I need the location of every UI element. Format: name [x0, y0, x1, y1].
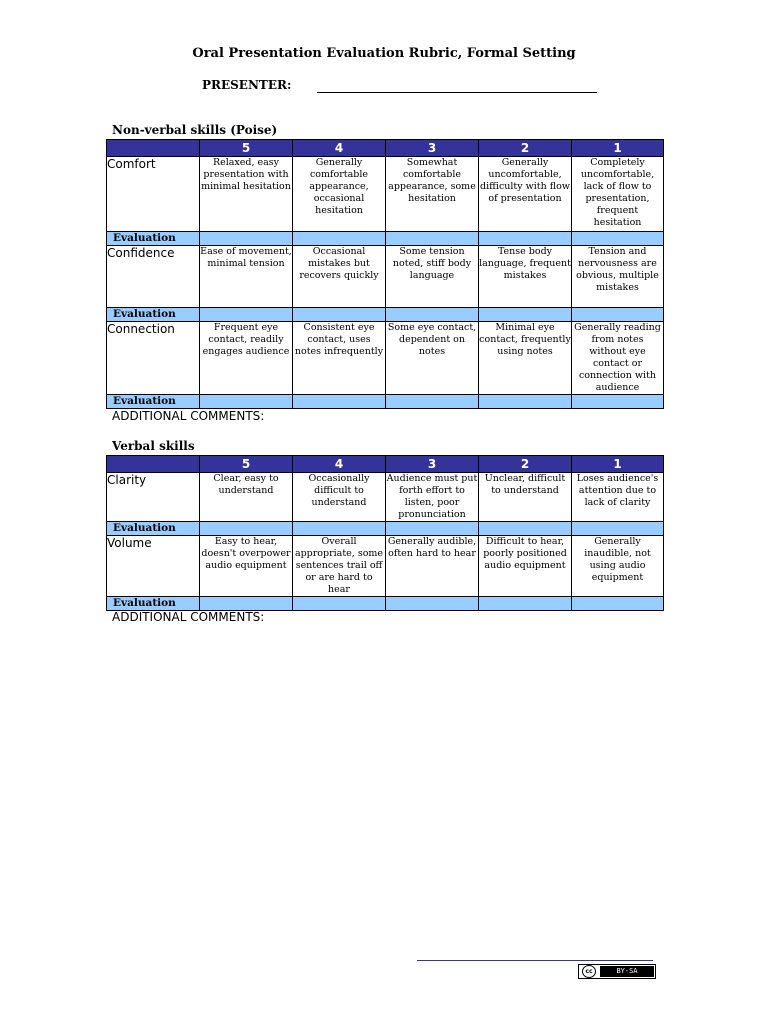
- evaluation-cell-1[interactable]: [572, 395, 664, 409]
- presenter-label: PRESENTER:: [202, 78, 292, 92]
- footer-rule: [417, 960, 653, 961]
- evaluation-row-connection: [107, 395, 664, 409]
- evaluation-cell-5[interactable]: [200, 522, 293, 536]
- criterion-name: Confidence: [107, 246, 200, 308]
- evaluation-label: Evaluation: [107, 395, 200, 409]
- descriptor-1: Generally reading from notes without eye contact or connection with audience: [572, 322, 664, 395]
- evaluation-cell-1[interactable]: [572, 522, 664, 536]
- header-blank-cell: [107, 456, 200, 473]
- descriptor-1: Loses audience's attention due to lack of clarity: [572, 473, 664, 522]
- descriptor-5: Frequent eye contact, readily engages audience: [200, 322, 293, 395]
- criterion-name: Connection: [107, 322, 200, 395]
- evaluation-row-confidence: [107, 308, 664, 322]
- score-header-3: 3: [386, 140, 479, 157]
- evaluation-cell-4[interactable]: [293, 232, 386, 246]
- descriptor-2: Difficult to hear, poorly positioned audio equipment: [479, 536, 572, 597]
- descriptor-2: Unclear, difficult to understand: [479, 473, 572, 522]
- document-title: Oral Presentation Evaluation Rubric, Formal Setting: [192, 46, 576, 61]
- evaluation-cell-3[interactable]: [386, 522, 479, 536]
- evaluation-cell-3[interactable]: [386, 232, 479, 246]
- score-header-5: 5: [200, 140, 293, 157]
- verbal-additional-comments: ADDITIONAL COMMENTS:: [112, 610, 265, 624]
- descriptor-4: Overall appropriate, some sentences trail off or are hard to hear: [293, 536, 386, 597]
- descriptor-2: Minimal eye contact, frequently using notes: [479, 322, 572, 395]
- nonverbal-rubric-table: [106, 139, 664, 409]
- descriptor-1: Completely uncomfortable, lack of flow to presentation, frequent hesitation: [572, 157, 664, 232]
- descriptor-4: Occasional mistakes but recovers quickly: [293, 246, 386, 308]
- descriptor-4: Occasionally difficult to understand: [293, 473, 386, 522]
- evaluation-cell-1[interactable]: [572, 308, 664, 322]
- descriptor-4: Generally comfortable appearance, occasional hesitation: [293, 157, 386, 232]
- criterion-name: Comfort: [107, 157, 200, 232]
- evaluation-cell-2[interactable]: [479, 597, 572, 611]
- criterion-row-confidence: [107, 246, 664, 308]
- evaluation-cell-4[interactable]: [293, 522, 386, 536]
- evaluation-cell-5[interactable]: [200, 232, 293, 246]
- evaluation-cell-2[interactable]: [479, 232, 572, 246]
- score-header-4: 4: [293, 456, 386, 473]
- evaluation-cell-5[interactable]: [200, 308, 293, 322]
- evaluation-cell-3[interactable]: [386, 395, 479, 409]
- criterion-name: Clarity: [107, 473, 200, 522]
- evaluation-cell-2[interactable]: [479, 522, 572, 536]
- descriptor-5: Relaxed, easy presentation with minimal hesitation: [200, 157, 293, 232]
- license-text: BY-SA: [600, 966, 654, 977]
- descriptor-3: Some eye contact, dependent on notes: [386, 322, 479, 395]
- descriptor-1: Generally inaudible, not using audio equipment: [572, 536, 664, 597]
- evaluation-cell-4[interactable]: [293, 308, 386, 322]
- evaluation-cell-5[interactable]: [200, 597, 293, 611]
- evaluation-label: Evaluation: [107, 597, 200, 611]
- evaluation-cell-3[interactable]: [386, 597, 479, 611]
- criterion-name: Volume: [107, 536, 200, 597]
- cc-icon: cc: [582, 965, 596, 978]
- score-header-2: 2: [479, 140, 572, 157]
- criterion-row-clarity: [107, 473, 664, 522]
- descriptor-1: Tension and nervousness are obvious, multiple mistakes: [572, 246, 664, 308]
- evaluation-cell-1[interactable]: [572, 232, 664, 246]
- verbal-rubric-table: [106, 455, 664, 611]
- descriptor-5: Ease of movement, minimal tension: [200, 246, 293, 308]
- criterion-row-volume: [107, 536, 664, 597]
- evaluation-cell-5[interactable]: [200, 395, 293, 409]
- score-header-row: [107, 140, 664, 157]
- nonverbal-additional-comments: ADDITIONAL COMMENTS:: [112, 409, 265, 423]
- evaluation-label: Evaluation: [107, 522, 200, 536]
- evaluation-cell-2[interactable]: [479, 395, 572, 409]
- descriptor-5: Easy to hear, doesn't overpower audio equipment: [200, 536, 293, 597]
- score-header-1: 1: [572, 456, 664, 473]
- evaluation-cell-4[interactable]: [293, 597, 386, 611]
- evaluation-cell-4[interactable]: [293, 395, 386, 409]
- evaluation-row-comfort: [107, 232, 664, 246]
- evaluation-row-clarity: [107, 522, 664, 536]
- descriptor-3: Some tension noted, stiff body language: [386, 246, 479, 308]
- score-header-4: 4: [293, 140, 386, 157]
- score-header-2: 2: [479, 456, 572, 473]
- evaluation-cell-1[interactable]: [572, 597, 664, 611]
- descriptor-2: Tense body language, frequent mistakes: [479, 246, 572, 308]
- evaluation-label: Evaluation: [107, 308, 200, 322]
- verbal-heading: Verbal skills: [112, 439, 195, 453]
- criterion-row-comfort: [107, 157, 664, 232]
- descriptor-3: Audience must put forth effort to listen, poor pronunciation: [386, 473, 478, 520]
- presenter-input-line[interactable]: [317, 92, 597, 93]
- descriptor-3: Generally audible, often hard to hear: [386, 536, 479, 597]
- score-header-3: 3: [386, 456, 479, 473]
- descriptor-2: Generally uncomfortable, difficulty with flow of presentation: [479, 157, 572, 232]
- descriptor-5: Clear, easy to understand: [200, 473, 293, 522]
- criterion-row-connection: [107, 322, 664, 395]
- descriptor-4: Consistent eye contact, uses notes infrequently: [293, 322, 386, 395]
- descriptor-3: Somewhat comfortable appearance, some hesitation: [386, 157, 479, 232]
- evaluation-cell-2[interactable]: [479, 308, 572, 322]
- header-blank-cell: [107, 140, 200, 157]
- evaluation-cell-3[interactable]: [386, 308, 479, 322]
- evaluation-label: Evaluation: [107, 232, 200, 246]
- score-header-5: 5: [200, 456, 293, 473]
- cc-license-badge[interactable]: [578, 964, 656, 979]
- score-header-row: [107, 456, 664, 473]
- score-header-1: 1: [572, 140, 664, 157]
- nonverbal-heading: Non-verbal skills (Poise): [112, 123, 278, 137]
- evaluation-row-volume: [107, 597, 664, 611]
